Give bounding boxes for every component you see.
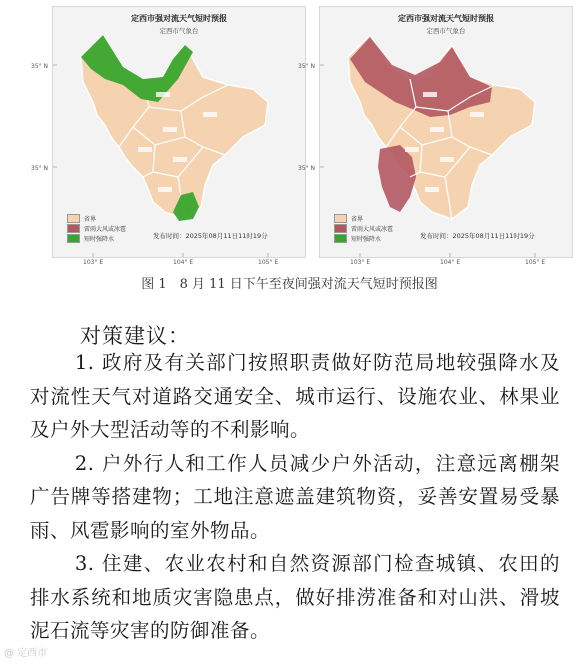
article-heading: 对策建议： [80,324,190,348]
map-right-issue-time: 发布时间：2025年08月11日11时19分 [420,232,535,240]
map-right-lat-label-1: 35° N [298,63,316,70]
legend-label: 雷雨大风或冰雹 [84,225,127,233]
map-left-title: 定西市强对流天气短时预报 [131,14,227,23]
map-left-lon-label-3: 105° E [258,259,279,266]
map-left-subtitle: 定西市气象台 [159,27,199,35]
map-right-legend [334,213,393,243]
legend-swatch [67,224,80,233]
map-left-lon-label-1: 103° E [83,259,104,266]
article-paragraph-2: 2. 户外行人和工作人员减少户外活动，注意远离棚架广告牌等搭建物；工地注意遮盖建筑物资，妥善安置易受暴雨、风雹影响的室外物品。 [30,451,560,542]
map-right-lon-label-3: 105° E [525,259,546,266]
legend-item [334,233,393,243]
legend-item [67,213,126,223]
article-body [30,346,560,648]
legend-label: 省界 [351,215,364,223]
map-panel-right [298,6,573,266]
map-left-issue-time: 发布时间：2025年08月11日11时19分 [153,232,268,240]
watermark: @ 定西市 [4,648,48,659]
map-right-subtitle: 定西市气象台 [426,27,466,35]
map-right-lon-label-1: 103° E [350,259,371,266]
forecast-maps-figure [0,0,579,270]
map-left-lon-label-2: 104° E [173,259,194,266]
legend-swatch [334,214,347,223]
article-paragraph-1: 1. 政府及有关部门按照职责做好防范局地较强降水及对流性天气对道路交通安全、城市运行、设施农业、林果业及户外大型活动等的不利影响。 [30,351,560,441]
legend-item [334,223,393,233]
legend-item [67,223,126,233]
legend-swatch [334,224,347,233]
figure-caption: 图 1 8 月 11 日下午至夜间强对流天气短时预报图 [141,277,438,292]
map-right-lat-label-2: 35° N [298,165,316,172]
legend-label: 雷雨大风或冰雹 [351,225,394,233]
map-left-legend [67,213,126,243]
legend-swatch [67,214,80,223]
map-right-title: 定西市强对流天气短时预报 [398,14,494,23]
map-left-lat-label-2: 35° N [31,165,49,172]
legend-swatch [334,234,347,243]
legend-label: 省界 [84,215,97,223]
map-left-lat-label-1: 35° N [31,63,49,70]
map-right-lon-label-2: 104° E [440,259,461,266]
legend-item [67,233,126,243]
legend-label: 短时强降水 [351,235,382,243]
map-panel-left [31,6,306,266]
legend-label: 短时强降水 [84,235,115,243]
legend-swatch [67,234,80,243]
article-paragraph-3: 3. 住建、农业农村和自然资源部门检查城镇、农田的排水系统和地质灾害隐患点，做好排涝准备和对山洪、滑坡泥石流等灾害的防御准备。 [30,552,560,642]
legend-item [334,213,393,223]
